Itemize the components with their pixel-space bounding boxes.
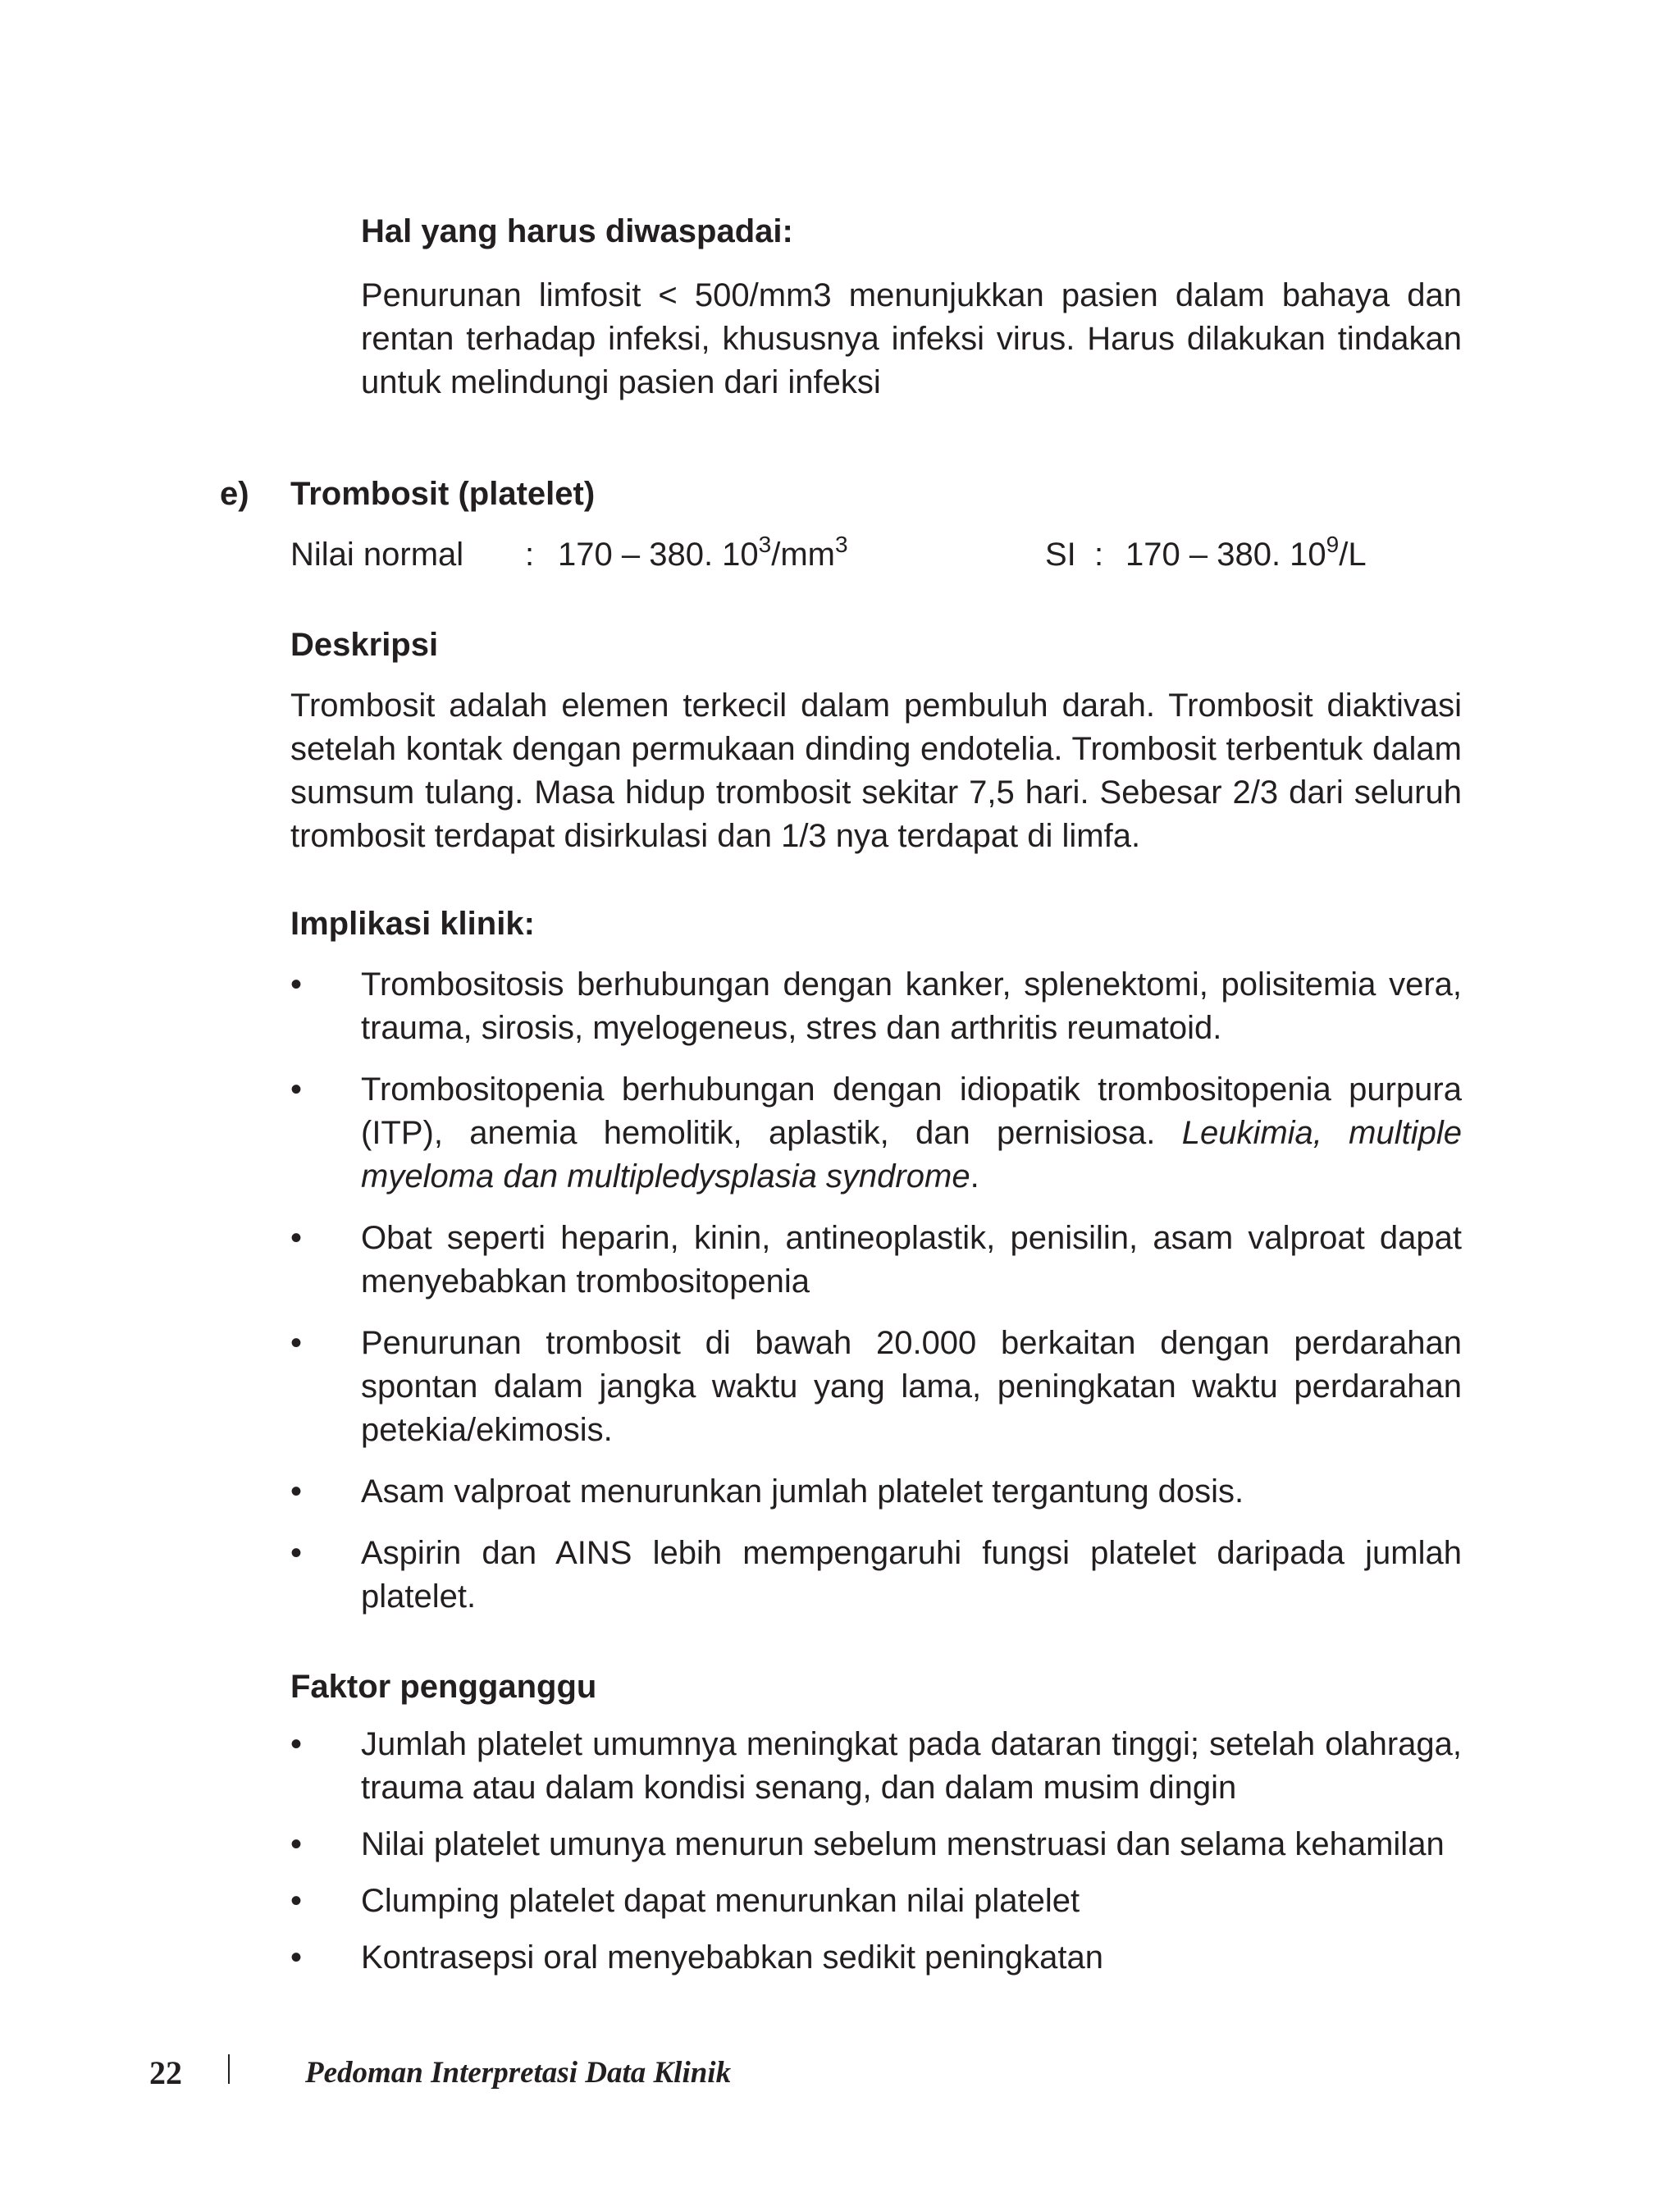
list-item — [290, 1217, 1462, 1304]
implication-text: Penurunan trombosit di bawah 20.000 berkaitan dengan perdarahan spontan dalam jangka waktu yang lama, peningkatan waktu perdarahan petekia/ekimosis. — [361, 1325, 1462, 1448]
normal-value-unit-exp: 3 — [835, 531, 848, 557]
confounder-text: Nilai platelet umunya menurun sebelum menstruasi dan selama kehamilan — [361, 1826, 1445, 1862]
bullet-marker: • — [290, 966, 303, 1003]
implication-text: Trombositosis berhubungan dengan kanker, splenektomi, polisitemia vera, trauma, sirosis, myelogeneus, stres dan arthritis reumatoid. — [361, 966, 1462, 1046]
caution-heading: Hal yang harus diwaspadai: — [361, 213, 793, 249]
list-item — [290, 1532, 1462, 1619]
list-item — [290, 1723, 1462, 1810]
bullet-marker: • — [290, 1726, 303, 1762]
footer-separator — [228, 2054, 230, 2084]
list-item — [290, 1936, 1462, 1980]
bullet-marker: • — [290, 1826, 303, 1862]
bullet-marker: • — [290, 1473, 303, 1510]
implication-text: Aspirin dan AINS lebih mempengaruhi fungsi platelet daripada jumlah platelet. — [361, 1535, 1462, 1615]
normal-values-row — [290, 533, 1521, 577]
si-value-exp: 9 — [1326, 531, 1340, 557]
implication-tail: . — [970, 1158, 979, 1195]
confounder-text: Clumping platelet dapat menurunkan nilai platelet — [361, 1883, 1080, 1919]
page-number: 22 — [149, 2054, 182, 2091]
confounder-text: Kontrasepsi oral menyebabkan sedikit peningkatan — [361, 1939, 1104, 1976]
list-item — [290, 963, 1462, 1050]
normal-value — [558, 533, 848, 577]
normal-label: Nilai normal — [290, 537, 464, 573]
section-title: Trombosit (platelet) — [290, 476, 596, 512]
description-heading: Deskripsi — [290, 627, 439, 663]
normal-value-exp: 3 — [758, 531, 772, 557]
normal-colon: : — [525, 537, 535, 573]
si-value-unit: /L — [1339, 537, 1367, 573]
bullet-marker: • — [290, 1220, 303, 1256]
list-item — [290, 1880, 1462, 1923]
implications-heading: Implikasi klinik: — [290, 906, 535, 942]
si-colon: : — [1094, 537, 1104, 573]
normal-value-base: 170 – 380. 10 — [558, 537, 759, 573]
confounders-list — [290, 1723, 1462, 1980]
implication-italic-text: Leukimia, multiple myeloma dan multipledysplasia syndrome — [361, 1115, 1463, 1195]
list-item — [290, 1322, 1462, 1452]
si-value-base: 170 – 380. 10 — [1125, 537, 1326, 573]
implication-text: Trombositopenia berhubungan dengan idiopatik trombositopenia purpura (ITP), anemia hemolitik, aplastik, dan pernisiosa. — [361, 1071, 1462, 1151]
description-text: Trombosit adalah elemen terkecil dalam pembuluh darah. Trombosit diaktivasi setelah kontak dengan permukaan dinding endotelia. Trombosit terbentuk dalam sumsum tulang. Masa hidup trombosit sekitar 7,5 hari. Sebesar 2/3 dari seluruh trombosit terdapat disirkulasi dan 1/3 nya terdapat di limfa. — [290, 688, 1462, 854]
section-marker: e) — [220, 476, 249, 512]
bullet-marker: • — [290, 1535, 303, 1571]
bullet-marker: • — [290, 1325, 303, 1361]
list-item — [290, 1470, 1462, 1514]
si-label: SI — [1045, 537, 1076, 573]
implication-text: Obat seperti heparin, kinin, antineoplastik, penisilin, asam valproat dapat menyebabkan trombositopenia — [361, 1220, 1462, 1300]
si-value — [1125, 533, 1367, 577]
list-item — [290, 1068, 1462, 1199]
confounders-heading: Faktor pengganggu — [290, 1669, 597, 1705]
footer-book-title: Pedoman Interpretasi Data Klinik — [305, 2056, 732, 2090]
implications-list — [290, 963, 1462, 1619]
normal-value-unit: /mm — [771, 537, 836, 573]
bullet-marker: • — [290, 1071, 303, 1108]
list-item — [290, 1823, 1462, 1866]
bullet-marker: • — [290, 1939, 303, 1976]
confounder-text: Jumlah platelet umumnya meningkat pada dataran tinggi; setelah olahraga, trauma atau dalam kondisi senang, dan dalam musim dingin — [361, 1726, 1462, 1806]
implication-text: Asam valproat menurunkan jumlah platelet tergantung dosis. — [361, 1473, 1244, 1510]
bullet-marker: • — [290, 1883, 303, 1919]
caution-text: Penurunan limfosit < 500/mm3 menunjukkan pasien dalam bahaya dan rentan terhadap infeksi, khususnya infeksi virus. Harus dilakukan tindakan untuk melindungi pasien dari infeksi — [361, 277, 1462, 400]
